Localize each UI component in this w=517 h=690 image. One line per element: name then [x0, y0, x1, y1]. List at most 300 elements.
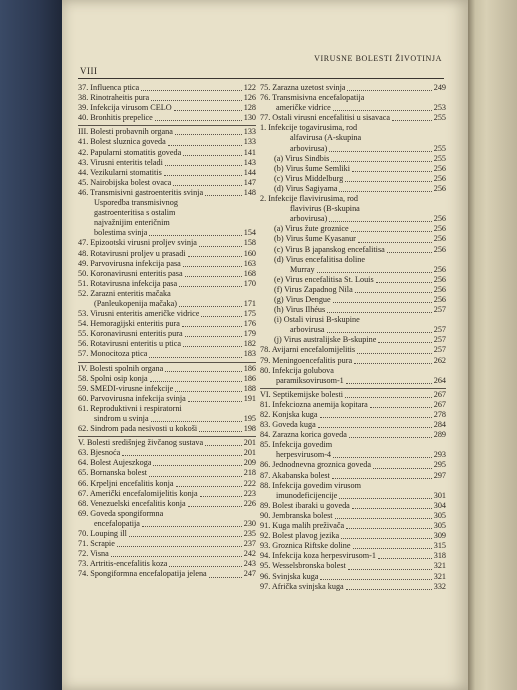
toc-entry-title: najvažnijim enteričnim — [94, 218, 170, 228]
toc-page-number: 295 — [433, 460, 446, 470]
toc-page-number: 278 — [433, 410, 446, 419]
toc-entry — [260, 194, 446, 204]
toc-entry — [78, 299, 256, 309]
toc-entry — [260, 234, 446, 244]
dot-leader — [378, 558, 432, 559]
toc-page-number: 243 — [243, 559, 256, 569]
toc-entry — [260, 582, 446, 592]
toc-page-number: 183 — [243, 349, 256, 359]
dot-leader — [149, 476, 242, 477]
header-rule — [78, 78, 444, 79]
dot-leader — [179, 286, 242, 287]
toc-entry — [78, 249, 256, 259]
toc-page-number: 188 — [243, 383, 256, 393]
toc-page-number: 305 — [433, 521, 446, 531]
toc-page-number: 256 — [433, 234, 446, 244]
toc-page-number: 262 — [433, 355, 446, 365]
dot-leader — [347, 90, 431, 91]
toc-page-number: 267 — [433, 399, 446, 409]
dot-leader — [351, 231, 432, 232]
toc-entry-title: američke vidrice — [276, 103, 331, 113]
toc-page-number: 332 — [433, 581, 446, 591]
dot-leader — [348, 569, 432, 570]
toc-entry — [78, 539, 256, 549]
toc-page-number: 160 — [243, 248, 256, 258]
toc-page-number: 257 — [433, 345, 446, 355]
dot-leader — [183, 346, 242, 347]
dot-leader — [341, 538, 432, 539]
toc-entry — [260, 315, 446, 325]
toc-entry — [260, 154, 446, 164]
toc-page-number: 237 — [243, 539, 256, 549]
dot-leader — [153, 465, 241, 466]
toc-page-number: 209 — [243, 458, 256, 468]
toc-page-number: 264 — [433, 375, 446, 385]
toc-entry — [78, 479, 256, 489]
dot-leader — [175, 134, 242, 135]
toc-entry — [260, 491, 446, 501]
toc-entry — [78, 148, 256, 158]
toc-page-number: 256 — [433, 274, 446, 284]
toc-entry — [260, 325, 446, 335]
dot-leader — [176, 486, 242, 487]
dot-leader — [357, 353, 432, 354]
toc-entry-title: 97. Afrička svinjska kuga — [260, 581, 344, 591]
toc-entry-title: (a) Virus Sindbis — [274, 153, 330, 163]
toc-page-number: 186 — [243, 373, 256, 383]
toc-entry — [260, 224, 446, 234]
toc-entry — [260, 531, 446, 541]
toc-entry-title: (c) Virus B japanskog encefalitisa — [274, 244, 385, 254]
toc-entry-title: 85. Infekcija govedim — [260, 440, 333, 450]
toc-entry-title: (d) Virus Sagiyama — [274, 183, 338, 193]
toc-entry — [260, 430, 446, 440]
section-divider — [78, 362, 256, 363]
toc-entry-title: 89. Bolest ibaraki u goveda — [260, 500, 350, 510]
toc-entry-title: 56. Rotavirusni enteritis u ptica — [78, 339, 182, 349]
toc-page-number: 321 — [433, 571, 446, 581]
toc-entry — [260, 295, 446, 305]
toc-entry-title: 55. Koronavirusni enteritis pura — [78, 329, 183, 339]
toc-entry — [260, 174, 446, 184]
toc-entry-title: 95. Wesselsbronska bolest — [260, 561, 346, 571]
toc-entry-title: sindrom u svinja — [94, 414, 149, 423]
toc-page-number: 284 — [433, 420, 446, 430]
toc-entry-title: 82. Konjska kuga — [260, 410, 318, 419]
toc-page-number: 168 — [243, 268, 256, 278]
dot-leader — [169, 566, 241, 567]
toc-entry — [78, 93, 256, 103]
toc-page-number: 143 — [243, 157, 256, 167]
toc-entry-title: 59. SMEDI-virusne infekcije — [78, 383, 174, 393]
toc-page-number: 158 — [243, 238, 256, 248]
toc-entry — [260, 420, 446, 430]
toc-page-number: 182 — [243, 339, 256, 349]
toc-entry-title: 48. Rotavirusni proljev u prasadi — [78, 248, 186, 258]
toc-entry — [260, 376, 446, 386]
toc-page-number: 154 — [243, 228, 256, 238]
toc-entry-title: 68. Venezuelski encefalitis konja — [78, 498, 186, 508]
toc-entry-title: 65. Bornanska bolest — [78, 468, 147, 478]
toc-entry-title: (c) Virus Middelburg — [274, 173, 344, 183]
toc-entry — [260, 133, 446, 143]
toc-entry-title: (h) Virus Ilhéus — [274, 305, 326, 315]
toc-entry — [78, 468, 256, 478]
toc-page-number: 148 — [243, 187, 256, 197]
toc-entry — [260, 103, 446, 113]
toc-page-number: 141 — [243, 147, 256, 157]
dot-leader — [174, 110, 242, 111]
toc-entry-title: 64. Bolest Aujeszkoga — [78, 458, 152, 468]
toc-entry-title: 66. Krpeljni encefalitis konja — [78, 478, 174, 488]
toc-page-number: 198 — [243, 424, 256, 434]
dot-leader — [179, 306, 242, 307]
toc-entry — [260, 521, 446, 531]
toc-right-column — [260, 83, 446, 592]
toc-page-number: 176 — [243, 319, 256, 329]
toc-page-number: 315 — [433, 541, 446, 551]
toc-entry — [78, 238, 256, 248]
dot-leader — [201, 316, 241, 317]
toc-entry-title: bolestima svinja — [94, 228, 148, 238]
toc-entry — [260, 204, 446, 214]
toc-page-number: 242 — [243, 549, 256, 559]
toc-entry-title: 88. Infekcija govedim virusom — [260, 480, 361, 490]
dot-leader — [188, 401, 242, 402]
toc-entry-title: 81. Infekciozna anemija kopitara — [260, 399, 368, 409]
toc-page-number: 255 — [433, 153, 446, 163]
toc-entry — [78, 279, 256, 289]
dot-leader — [355, 292, 432, 293]
toc-entry — [260, 184, 446, 194]
toc-entry-title: 87. Akabanska bolest — [260, 470, 330, 480]
dot-leader — [165, 165, 242, 166]
toc-entry-title: 94. Infekcija koza herpesvirusom-1 — [260, 551, 376, 561]
toc-entry — [260, 410, 446, 420]
toc-page-number: 171 — [243, 298, 256, 308]
toc-entry-title: 44. Vezikularni stomatitis — [78, 167, 162, 177]
toc-entry-title: 61. Reproduktivni i respiratorni — [78, 403, 182, 413]
toc-entry-title: 2. Infekcije flavivirusima, rod — [260, 194, 358, 204]
toc-entry-title: (d) Virus encefalitisa doline — [274, 254, 365, 264]
adjacent-page-edge — [466, 0, 517, 690]
toc-entry — [260, 400, 446, 410]
dot-leader — [151, 421, 242, 422]
toc-entry-title: 72. Visna — [78, 549, 109, 559]
dot-leader — [331, 161, 431, 162]
toc-entry-title: 70. Louping ill — [78, 529, 127, 539]
dot-leader — [151, 100, 242, 101]
toc-entry — [260, 265, 446, 275]
dot-leader — [332, 478, 432, 479]
section-divider — [78, 125, 256, 126]
toc-entry — [78, 529, 256, 539]
toc-entry — [260, 501, 446, 511]
toc-page-number: 201 — [243, 438, 256, 448]
toc-entry-title: Usporedba transmisivnog — [94, 198, 178, 208]
toc-entry-title: alfavirusa (A-skupina — [290, 133, 362, 143]
toc-entry-title: 50. Koronavirusni enteritis pasa — [78, 268, 183, 278]
toc-entry-title: IV. Bolesti spolnih organa — [78, 363, 164, 373]
dot-leader — [345, 397, 432, 398]
toc-entry — [78, 424, 256, 434]
toc-page-number: 289 — [433, 430, 446, 440]
toc-entry — [78, 228, 256, 238]
toc-entry-title: 39. Infekcija virusom CELO — [78, 103, 172, 113]
toc-entry-title: arbovirusa) — [290, 143, 328, 153]
dot-leader — [339, 498, 431, 499]
toc-entry — [260, 450, 446, 460]
toc-entry-title: (a) Virus žute groznice — [274, 224, 349, 234]
toc-entry — [78, 349, 256, 359]
dot-leader — [168, 145, 242, 146]
page-number: VIII — [80, 66, 98, 76]
toc-entry-title: 57. Monocitoza ptica — [78, 349, 148, 359]
toc-page-number: 256 — [433, 294, 446, 304]
toc-entry-title: 46. Transmisivni gastroenteritis svinja — [78, 187, 204, 197]
dot-leader — [117, 546, 242, 547]
toc-entry — [78, 103, 256, 113]
toc-entry-title: III. Bolesti probavnih organa — [78, 127, 173, 137]
toc-page-number: 133 — [243, 137, 256, 147]
toc-entry — [78, 509, 256, 519]
toc-entry-title: 54. Hemoragijski enteritis pura — [78, 319, 180, 329]
toc-page-number: 218 — [243, 468, 256, 478]
toc-entry — [78, 519, 256, 529]
toc-entry-title: 47. Epizootski virusni proljev svinja — [78, 238, 197, 248]
toc-entry-title: 63. Bjesnoća — [78, 448, 121, 458]
toc-page-number: 256 — [433, 173, 446, 183]
dot-leader — [358, 242, 432, 243]
dot-leader — [353, 548, 432, 549]
section-divider — [260, 388, 446, 389]
toc-entry — [260, 245, 446, 255]
toc-entry-title: 38. Rinotraheitis pura — [78, 93, 150, 103]
toc-entry-title: 76. Transmisivna encefalopatija — [260, 93, 365, 103]
toc-page-number: 186 — [243, 363, 256, 373]
toc-page-number: 128 — [243, 103, 256, 113]
toc-page-number: 195 — [243, 414, 256, 423]
toc-entry-title: (e) Virus encefalitisa St. Louis — [274, 274, 374, 284]
toc-page-number: 318 — [433, 551, 446, 561]
dot-leader — [205, 445, 242, 446]
toc-entry — [260, 345, 446, 355]
toc-page-number: 253 — [433, 103, 446, 113]
toc-page-number: 191 — [243, 393, 256, 403]
toc-page-number: 175 — [243, 309, 256, 319]
dot-leader — [329, 151, 431, 152]
dot-leader — [387, 252, 432, 253]
book-page — [62, 0, 468, 690]
dot-leader — [129, 536, 242, 537]
toc-entry-title: 42. Papularni stomatitis goveda — [78, 147, 182, 157]
toc-page-number: 230 — [243, 518, 256, 528]
toc-page-number: 301 — [433, 490, 446, 500]
toc-entry-title: 69. Goveda spongiformna — [78, 508, 164, 518]
toc-entry-title: 92. Bolest plavog jezika — [260, 531, 340, 541]
toc-entry-title: 41. Bolest sluznica goveda — [78, 137, 166, 147]
toc-entry-title: 67. Američki encefalomijelitis konja — [78, 488, 198, 498]
toc-entry — [78, 168, 256, 178]
toc-page-number: 256 — [433, 224, 446, 234]
toc-entry-title: 93. Groznica Riftske doline — [260, 541, 351, 551]
toc-entry — [260, 366, 446, 376]
toc-page-number: 222 — [243, 478, 256, 488]
toc-page-number: 293 — [433, 450, 446, 460]
dot-leader — [346, 589, 432, 590]
toc-entry-title: (Panleukopenija mačaka) — [94, 298, 177, 308]
toc-entry — [78, 137, 256, 147]
toc-entry — [78, 458, 256, 468]
dot-leader — [188, 256, 242, 257]
dot-leader — [111, 556, 242, 557]
dot-leader — [150, 381, 242, 382]
toc-entry-title: 62. Sindrom pada nesivosti u kokoši — [78, 424, 198, 434]
dot-leader — [183, 266, 242, 267]
toc-entry — [78, 178, 256, 188]
dot-leader — [205, 195, 242, 196]
dot-leader — [346, 528, 432, 529]
toc-page-number: 126 — [243, 93, 256, 103]
toc-page-number: 144 — [243, 167, 256, 177]
dot-leader — [327, 332, 432, 333]
dot-leader — [318, 427, 432, 428]
dot-leader — [354, 363, 432, 364]
dot-leader — [392, 120, 432, 121]
dot-leader — [370, 407, 432, 408]
toc-entry — [260, 572, 446, 582]
toc-entry-title: 53. Virusni enteritis američke vidrice — [78, 309, 200, 319]
section-divider — [78, 436, 256, 437]
toc-entry — [78, 188, 256, 198]
dot-leader — [165, 371, 242, 372]
dot-leader — [333, 457, 432, 458]
dot-leader — [352, 508, 432, 509]
toc-entry-title: 52. Zarazni enteritis mačaka — [78, 288, 171, 298]
toc-entry — [260, 123, 446, 133]
toc-entry-title: 37. Influenca ptica — [78, 83, 140, 92]
toc-page-number: 226 — [243, 498, 256, 508]
toc-entry — [78, 259, 256, 269]
toc-entry-title: arbovirusa — [290, 325, 325, 335]
toc-page-number: 305 — [433, 510, 446, 520]
toc-page-number: 256 — [433, 264, 446, 274]
toc-entry — [260, 356, 446, 366]
toc-entry-title: gastroenteritisa s ostalim — [94, 208, 176, 218]
dot-leader — [185, 276, 242, 277]
toc-page-number: 267 — [433, 389, 446, 399]
toc-entry-title: (j) Virus australijske B-skupine — [274, 335, 377, 345]
toc-entry — [260, 561, 446, 571]
toc-entry — [78, 208, 256, 218]
toc-entry-title: 79. Meningoencefalitis pura — [260, 355, 353, 365]
dot-leader — [346, 383, 432, 384]
toc-entry — [78, 549, 256, 559]
dot-leader — [199, 431, 242, 432]
toc-entry — [260, 511, 446, 521]
toc-page-number: 130 — [243, 113, 256, 123]
running-header: VIRUSNE BOLESTI ŽIVOTINJA — [314, 54, 442, 63]
toc-entry — [78, 113, 256, 123]
toc-entry-title: (b) Virus šume Kyasanur — [274, 234, 356, 244]
toc-entry — [78, 269, 256, 279]
toc-entry — [78, 414, 256, 424]
dot-leader — [175, 391, 241, 392]
toc-entry — [260, 440, 446, 450]
toc-page-number: 256 — [433, 214, 446, 224]
toc-entry-title: 74. Spongiformna encefalopatija jelena — [78, 569, 207, 579]
toc-page-number: 147 — [243, 177, 256, 187]
toc-entry-title: imunodeficijencije — [276, 490, 338, 500]
toc-entry-title: herpesvirusom-4 — [276, 450, 332, 460]
toc-entry-title: 43. Virusni enteritis teladi — [78, 157, 163, 167]
toc-entry-title: flavivirus (B-skupina — [290, 204, 360, 214]
toc-entry — [78, 489, 256, 499]
dot-leader — [188, 506, 242, 507]
dot-leader — [182, 326, 242, 327]
toc-entry — [78, 289, 256, 299]
toc-entry — [260, 113, 446, 123]
toc-entry-title: 96. Svinjska kuga — [260, 571, 319, 581]
toc-page-number: 257 — [433, 335, 446, 345]
toc-page-number: 170 — [243, 278, 256, 288]
toc-entry-title: (g) Virus Dengue — [274, 294, 331, 304]
dot-leader — [345, 181, 431, 182]
toc-entry — [78, 448, 256, 458]
toc-entry-title: V. Bolesti središnjeg živčanog sustava — [78, 438, 204, 448]
dot-leader — [320, 417, 432, 418]
toc-page-number: 255 — [433, 113, 446, 123]
toc-page-number: 256 — [433, 183, 446, 193]
toc-entry-title: (b) Virus šume Semliki — [274, 163, 350, 173]
toc-entry-title: 49. Parvovirusna infekcija pasa — [78, 258, 181, 268]
dot-leader — [329, 221, 431, 222]
toc-entry-title: 78. Avijarni encefalomijelitis — [260, 345, 356, 355]
dot-leader — [149, 235, 241, 236]
toc-page-number: 257 — [433, 305, 446, 315]
toc-page-number: 201 — [243, 448, 256, 458]
toc-page-number: 163 — [243, 258, 256, 268]
dot-leader — [339, 191, 431, 192]
toc-entry — [260, 541, 446, 551]
toc-entry-title: 58. Spolni osip konja — [78, 373, 148, 383]
dot-leader — [209, 577, 242, 578]
toc-entry — [78, 309, 256, 319]
toc-entry — [78, 339, 256, 349]
dot-leader — [149, 357, 241, 358]
dot-leader — [333, 302, 432, 303]
dot-leader — [173, 185, 241, 186]
dot-leader — [141, 90, 242, 91]
toc-entry-title: 91. Kuga malih preživača — [260, 521, 345, 531]
toc-entry — [260, 471, 446, 481]
toc-entry-title: 84. Zarazna korica goveda — [260, 430, 347, 440]
toc-entry-title: 73. Artritis-encefalitis koza — [78, 559, 168, 569]
toc-entry — [260, 285, 446, 295]
toc-page-number: 256 — [433, 163, 446, 173]
toc-entry — [260, 83, 446, 93]
toc-entry — [78, 198, 256, 208]
toc-page-number: 297 — [433, 470, 446, 480]
toc-entry — [260, 460, 446, 470]
dot-leader — [155, 120, 242, 121]
toc-entry — [78, 158, 256, 168]
toc-page-number: 133 — [243, 127, 256, 137]
toc-entry-title: 51. Rotavirusna infekcija pasa — [78, 278, 178, 288]
toc-page-number: 223 — [243, 488, 256, 498]
toc-entry-title: 40. Bronhitis prepelice — [78, 113, 153, 123]
toc-entry — [260, 275, 446, 285]
